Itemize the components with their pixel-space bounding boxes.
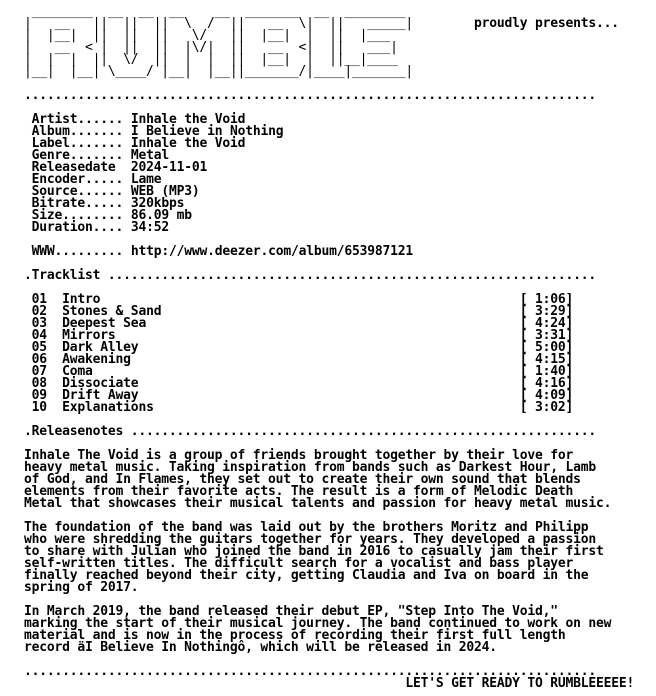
info-row-source: Source...... WEB (MP3) [31, 184, 200, 199]
divider: ........................................................................... [24, 664, 596, 679]
note-line: to share with Julian who joined the band in 2016 to casually jam their first [24, 544, 604, 559]
footer-line [24, 678, 656, 690]
track-row: 01 Intro [ 1:06] [31, 292, 574, 307]
divider: ........................................................................... [24, 88, 596, 103]
note-line: of God, and In Flames, they set out to create their own sound that blends [24, 472, 581, 487]
track-row: 05 Dark Alley [ 5:00] [31, 340, 574, 355]
rumble-logo-row: | |__| || || || \/ || |__| | || |___ [24, 28, 391, 43]
info-row-encoder: Encoder..... Lame [31, 172, 162, 187]
note-line: finally reached beyond their city, getting Claudia and Iva on board in the [24, 568, 589, 583]
track-row: 02 Stones & Sand [ 3:29] [31, 304, 574, 319]
info-row-www: WWW......... http://www.deezer.com/album/653987121 [31, 244, 413, 259]
info-row-duration: Duration.... 34:52 [31, 220, 169, 235]
info-row-artist: Artist...... Inhale the Void [31, 112, 246, 127]
footer-tagline: LET'S GET READY TO RUMBLEEEEE! [405, 676, 635, 691]
track-row: 04 Mirrors [ 3:31] [31, 328, 574, 343]
note-line: elements from their favorite acts. The result is a form of Melodic Death [24, 484, 574, 499]
note-line: who were shredding the guitars together for years. They developed a passion [24, 532, 596, 547]
presents-text: proudly presents... [473, 16, 619, 31]
note-line: Inhale The Void is a group of friends brought together by their love for [24, 448, 574, 463]
info-row-label: Label....... Inhale the Void [31, 136, 246, 151]
rumble-logo-row: | __ || || || \ / || __ \| || _____| [24, 16, 413, 31]
note-line: material and is now in the process of recording their first full length [24, 628, 566, 643]
note-line: record äI Believe In Nothingô, which will be released in 2024. [24, 640, 497, 655]
note-line: In March 2019, the band released their debut EP, "Step Into The Void," [24, 604, 558, 619]
rumble-logo-row: |__| |__| \____/ |__| |__||_______/|____|_______| [24, 64, 413, 79]
info-row-size: Size........ 86.09 mb [31, 208, 192, 223]
info-row-genre: Genre....... Metal [31, 148, 169, 163]
tracklist-heading: .Tracklist ................................................................ [24, 268, 596, 283]
note-line: self-written titles. The difficult search for a vocalist and bass player [24, 556, 574, 571]
note-line: Metal that showcases their musical talents and passion for heavy metal music. [24, 496, 612, 511]
track-row: 09 Drift Away [ 4:09] [31, 388, 574, 403]
www-link[interactable]: http://www.deezer.com/album/653987121 [130, 244, 413, 259]
rumble-logo-row: | | | || \/ || | | || |__| | ||__|____ [24, 52, 398, 67]
info-row-album: Album....... I Believe in Nothing [31, 124, 284, 139]
track-row: 06 Awakening [ 4:15] [31, 352, 574, 367]
rumble-logo: ________ __ __ __ __ _______ __ ________ [24, 4, 406, 19]
track-row: 03 Deepest Sea [ 4:24] [31, 316, 574, 331]
track-row: 07 Coma [ 1:40] [31, 364, 574, 379]
info-row-bitrate: Bitrate..... 320kbps [31, 196, 185, 211]
note-line: spring of 2017. [24, 580, 139, 595]
track-row: 08 Dissociate [ 4:16] [31, 376, 574, 391]
rumble-logo-row: | __ < | || || |\/| || __ <| || ___| [24, 40, 398, 55]
note-line: The foundation of the band was laid out by the brothers Moritz and Philipp [24, 520, 589, 535]
info-row-releasedate: Releasedate 2024-11-01 [31, 160, 208, 175]
releasenotes-heading: .Releasenotes ............................................................. [24, 424, 596, 439]
note-line: heavy metal music. Taking inspiration from bands such as Darkest Hour, Lamb [24, 460, 596, 475]
track-row: 10 Explanations [ 3:02] [31, 400, 574, 415]
note-line: marking the start of their musical journey. The band continued to work on new [24, 616, 612, 631]
